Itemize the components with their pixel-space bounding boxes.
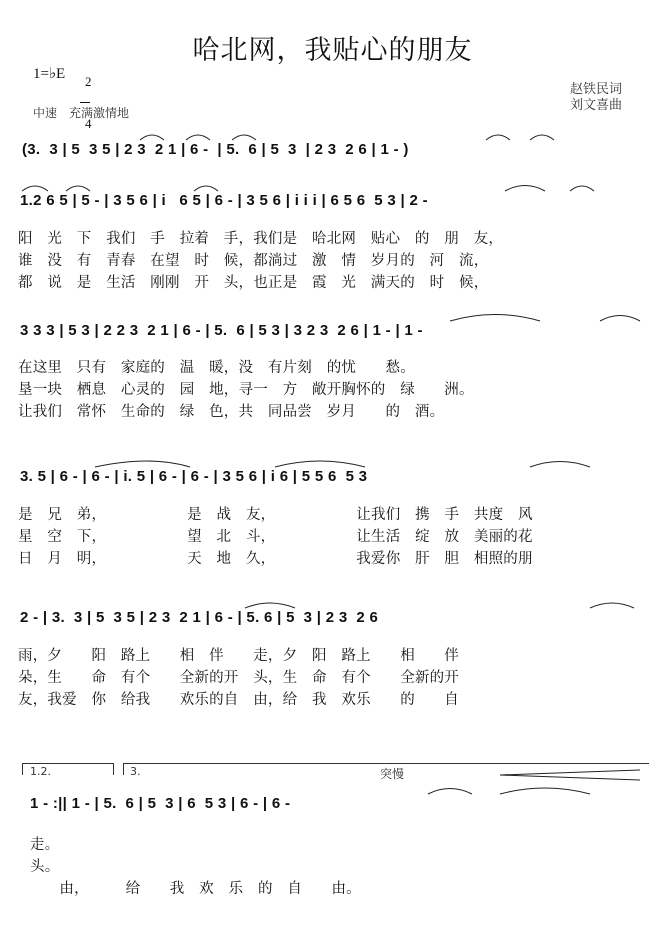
slur-mark bbox=[232, 135, 256, 140]
composer-credit: 刘文喜曲 bbox=[570, 98, 623, 113]
notation-row-2: 3 3 3 | 5 3 | 2 2 3 2 1 | 6 - | 5. 6 | 5 3 | 3 2 3 2 6 | 1 - | 1 - bbox=[20, 322, 423, 339]
lyric-row-2-verse-1: 在这里 只有 家庭的 温 暖，没 有片刻 的忧 愁。 bbox=[18, 360, 415, 376]
slur-mark bbox=[500, 788, 590, 794]
slur-mark bbox=[186, 135, 210, 140]
lyric-row-5-verse-1: 走。 bbox=[30, 837, 60, 853]
slur-mark bbox=[95, 461, 190, 467]
slur-mark bbox=[140, 135, 164, 140]
song-title: 哈北网，我贴心的朋友 bbox=[192, 35, 473, 66]
slur-mark bbox=[450, 315, 540, 322]
notation-row-intro: (3. 3 | 5 3 5 | 2 3 2 1 | 6 - | 5. 6 | 5 3 | 2 3 2 6 | 1 - ) bbox=[22, 141, 409, 158]
slur-mark bbox=[66, 186, 90, 191]
lyric-row-1-verse-3: 都 说 是 生活 刚刚 开 头，也正是 霞 光 满天的 时 候， bbox=[18, 275, 489, 291]
key-signature: 1=♭E bbox=[33, 66, 66, 82]
slur-mark bbox=[530, 462, 590, 468]
slur-mark bbox=[275, 461, 365, 467]
slur-mark bbox=[570, 186, 594, 191]
lyricist-credit: 赵铁民词 bbox=[570, 82, 623, 97]
tempo-marking: 中速 充满激情地 bbox=[33, 106, 130, 120]
lyric-row-4-verse-2: 朵，生 命 有个 全新的开 头，生 命 有个 全新的开 bbox=[18, 670, 459, 686]
volta-2-label: 3. bbox=[130, 765, 141, 778]
slur-mark bbox=[590, 603, 634, 608]
time-signature-bottom: 4 bbox=[85, 116, 92, 131]
slur-mark bbox=[505, 186, 545, 192]
slur-mark bbox=[530, 135, 554, 140]
hairpin-lower bbox=[500, 775, 640, 780]
expression-marking: 突慢 bbox=[380, 767, 405, 781]
slur-mark bbox=[600, 316, 640, 322]
notation-row-1: 1.2 6 5 | 5 - | 3 5 6 | i 6 5 | 6 - | 3 5 6 | i i i | 6 5 6 5 3 | 2 - bbox=[20, 192, 428, 209]
lyric-row-2-verse-3: 让我们 常怀 生命的 绿 色，共 同品尝 岁月 的 酒。 bbox=[18, 404, 445, 420]
lyric-row-4-verse-3: 友，我爱 你 给我 欢乐的自 由，给 我 欢乐 的 自 bbox=[18, 692, 459, 708]
lyric-row-3-verse-1: 是 兄 弟， 是 战 友， 让我们 携 手 共度 风 bbox=[18, 507, 533, 523]
notation-row-5: 1 - :|| 1 - | 5. 6 | 5 3 | 6 5 3 | 6 - | 6 - bbox=[30, 795, 291, 812]
lyric-row-4-verse-1: 雨，夕 阳 路上 相 伴 走，夕 阳 路上 相 伴 bbox=[18, 648, 459, 664]
lyric-row-5-verse-3: 由， 给 我 欢 乐 的 自 由。 bbox=[30, 881, 361, 897]
lyric-row-2-verse-2: 垦一块 栖息 心灵的 园 地，寻一 方 敞开胸怀的 绿 洲。 bbox=[18, 382, 474, 398]
lyric-row-1-verse-1: 阳 光 下 我们 手 拉着 手，我们是 哈北网 贴心 的 朋 友， bbox=[18, 231, 504, 247]
slur-mark bbox=[22, 186, 48, 191]
lyric-row-5-verse-2: 头。 bbox=[30, 859, 60, 875]
lyric-row-3-verse-3: 日 月 明， 天 地 久， 我爱你 肝 胆 相照的朋 bbox=[18, 551, 533, 567]
slur-mark bbox=[194, 186, 218, 191]
lyric-row-3-verse-2: 星 空 下， 望 北 斗， 让生活 绽 放 美丽的花 bbox=[18, 529, 533, 545]
time-signature-top: 2 bbox=[85, 74, 92, 89]
slur-mark bbox=[245, 603, 295, 608]
slur-mark bbox=[428, 789, 472, 795]
hairpin-upper bbox=[500, 770, 640, 775]
volta-1-label: 1.2. bbox=[30, 765, 51, 778]
lyric-row-1-verse-2: 谁 没 有 青春 在望 时 候，都淌过 激 情 岁月的 河 流， bbox=[18, 253, 489, 269]
slur-mark bbox=[486, 135, 510, 140]
notation-row-3: 3. 5 | 6 - | 6 - | i. 5 | 6 - | 6 - | 3 5 6 | i 6 | 5 5 6 5 3 bbox=[20, 468, 368, 485]
notation-row-4: 2 - | 3. 3 | 5 3 5 | 2 3 2 1 | 6 - | 5. 6 | 5 3 | 2 3 2 6 bbox=[20, 609, 379, 626]
